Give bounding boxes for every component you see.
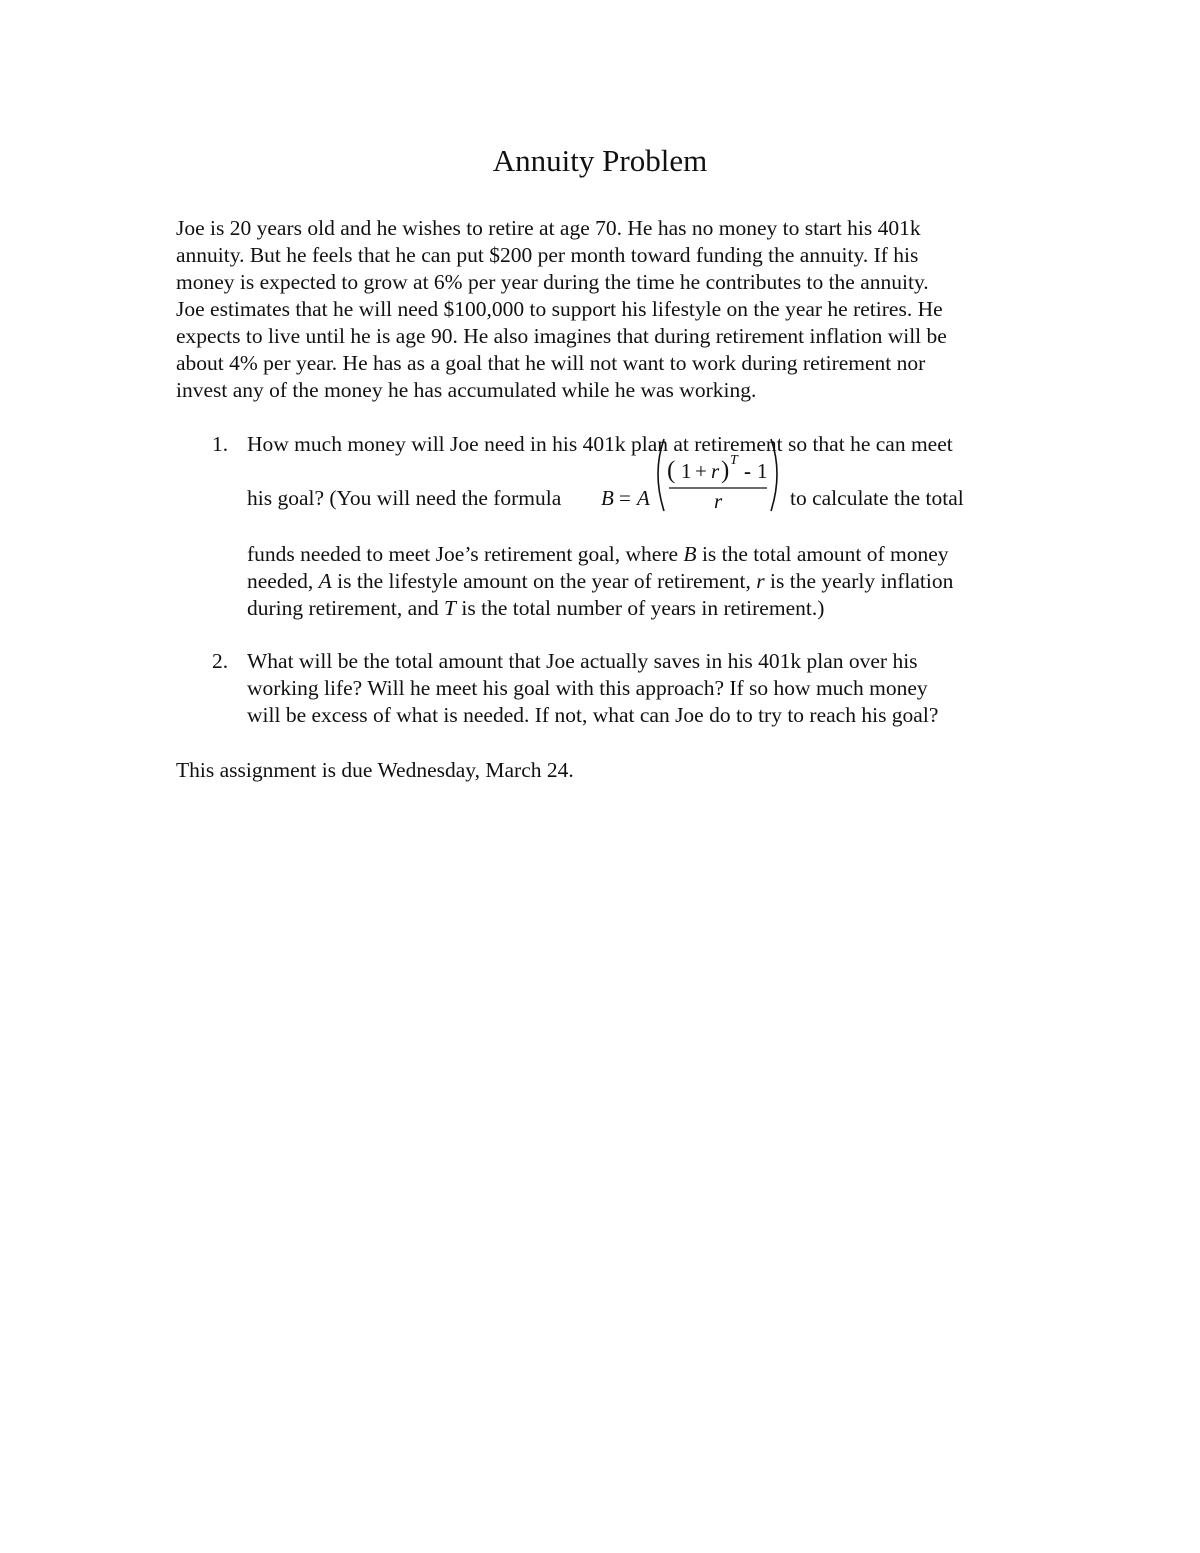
formula-trail-text: to calculate the total [790,486,964,510]
formula-minus: - [744,459,751,483]
formula-graphic [597,431,787,515]
formula-open-paren: ( [667,457,676,484]
variable-t: T [444,596,456,620]
variable-a: A [318,569,332,593]
intro-line: invest any of the money he has accumulated while he was working. [176,378,757,402]
formula-r: r [711,459,720,483]
annuity-formula [597,431,787,515]
formula-denominator: r [714,489,723,513]
question-1 [176,431,1036,621]
formula-b: B [601,486,614,510]
formula-lead-text: his goal? (You will need the formula [247,486,562,510]
question-body [247,648,1037,729]
text-run: is the total amount of money [696,542,949,566]
variable-b: B [683,542,697,566]
intro-line: annuity. But he feels that he can put $200 per month toward funding the annuity. If his [176,243,919,267]
formula-a: A [637,486,650,510]
formula-plus: + [695,459,707,483]
left-paren-large [658,439,664,511]
text-run: funds needed to meet Joe’s retirement goal, where [247,542,684,566]
variable-r: r [756,569,765,593]
formula-line [247,431,1037,515]
intro-line: Joe estimates that he will need $100,000 to support his lifestyle on the year he retires. He [176,297,943,321]
text-run: is the total number of years in retirement.) [456,596,825,620]
formula-one-b: 1 [757,459,768,483]
question-line [247,595,1037,622]
text-run: is the lifestyle amount on the year of retirement, [331,569,757,593]
question-line: working life? Will he meet his goal with this approach? If so how much money [247,676,928,700]
question-number: 1. [212,432,229,456]
text-run: needed, [247,569,319,593]
page-title: Annuity Problem [492,143,708,178]
intro-paragraph [176,215,1036,404]
question-number: 2. [212,649,229,673]
question-line: will be excess of what is needed. If not, what can Joe do to try to reach his goal? [247,703,939,727]
intro-line: about 4% per year. He has as a goal that he will not want to work during retirement nor [176,351,926,375]
formula-one: 1 [681,459,692,483]
intro-line: expects to live until he is age 90. He also imagines that during retirement inflation will be [176,324,947,348]
intro-line: Joe is 20 years old and he wishes to retire at age 70. He has no money to start his 401k [176,216,921,240]
due-date-note: This assignment is due Wednesday, March 24. [176,758,574,782]
formula-equals: = [619,486,631,510]
right-paren-large [771,439,777,511]
formula-exponent: T [730,453,738,468]
question-line: How much money will Joe need in his 401k plan at retirement so that he can meet [247,432,953,456]
text-run: is the yearly inflation [764,569,954,593]
question-line [247,541,1037,568]
question-line: What will be the total amount that Joe actually saves in his 401k plan over his [247,649,918,673]
text-run: during retirement, and [247,596,445,620]
question-line [247,568,1037,595]
question-2 [176,648,1036,738]
formula-close-paren: ) [721,457,730,484]
question-body [247,431,1037,622]
intro-line: money is expected to grow at 6% per year during the time he contributes to the annuity. [176,270,929,294]
